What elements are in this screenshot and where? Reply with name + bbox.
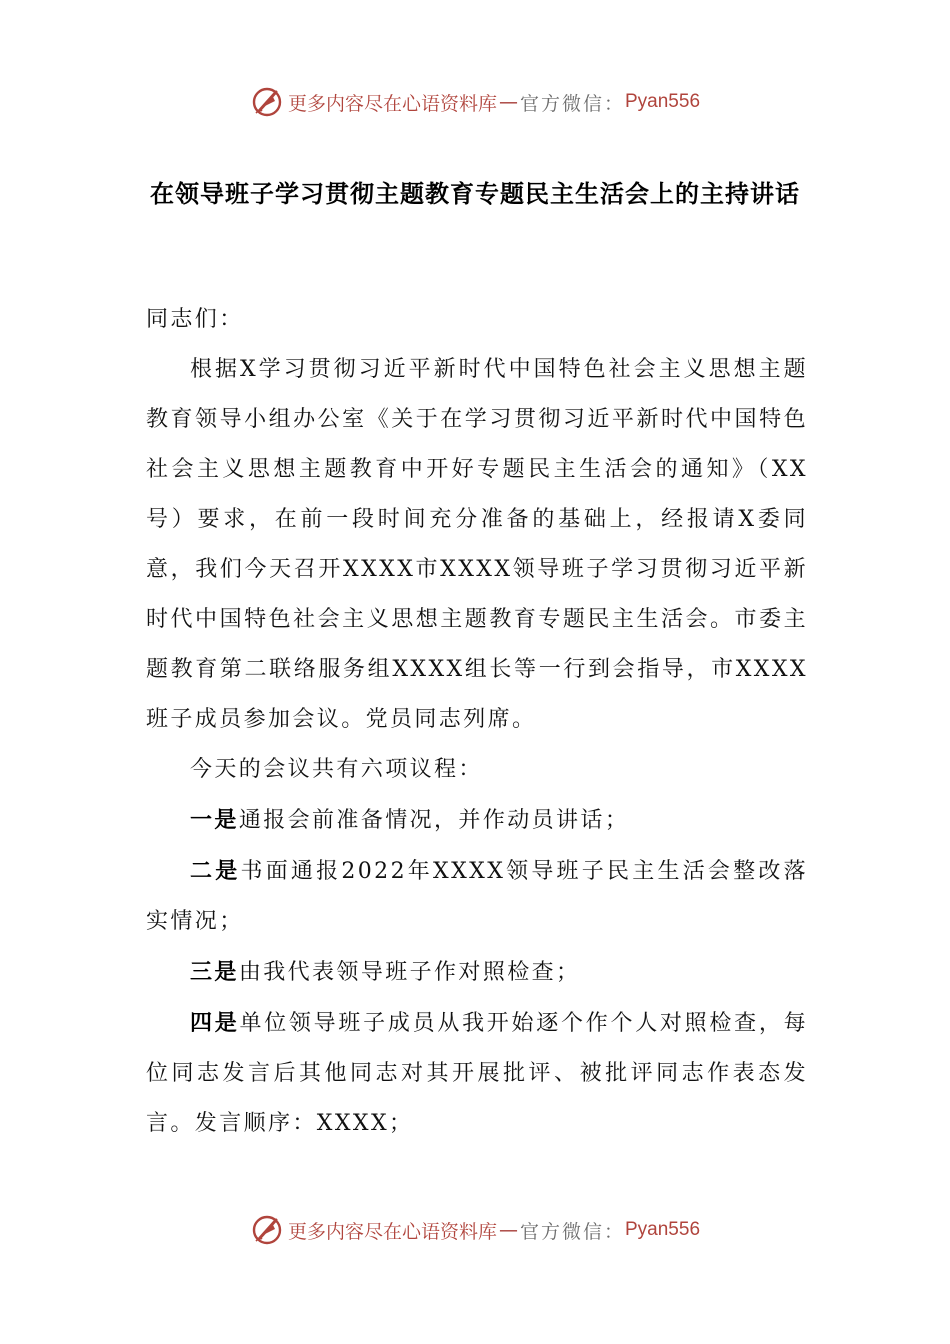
agenda-item-text: 书面通报2022年XXXX领导班子民主生活会整改落实情况； [146,859,808,934]
agenda-item-lead: 一是 [190,807,239,833]
agenda-item-lead: 二是 [190,858,241,884]
greeting: 同志们： [146,307,244,332]
quill-logo-icon [250,1213,284,1247]
watermark-dash: — [498,1219,518,1241]
agenda-item-text: 由我代表领导班子作对照检查； [238,960,581,985]
agenda-item [146,947,808,998]
agenda-item-text: 单位领导班子成员从我开始逐个作个人对照检查，每位同志发言后其他同志对其开展批评、被批评同志作表态发言。发言顺序：XXXX； [146,1011,808,1136]
watermark-brand: 更多内容尽在心语资料库 [287,92,497,115]
watermark-brand: 更多内容尽在心语资料库 [287,1220,497,1243]
watermark-wechat-id: Pyan556 [625,1219,701,1240]
paragraph: 今天的会议共有六项议程： [190,757,483,782]
watermark-banner-bottom [0,1210,950,1250]
agenda-item-text: 通报会前准备情况，并作动员讲话； [238,808,630,833]
watermark-wechat-id: Pyan556 [625,91,701,112]
agenda-item-lead: 四是 [190,1010,240,1036]
agenda-item-lead: 三是 [190,959,239,985]
watermark-wechat-label: 官方微信： [519,1220,625,1243]
document-title: 在领导班子学习贯彻主题教育专题民主生活会上的主持讲话 [150,179,800,208]
agenda-item [146,846,808,947]
watermark-wechat-label: 官方微信： [519,92,625,115]
agenda-item [146,998,808,1149]
agenda-item [146,795,808,846]
document-body [146,295,808,1149]
paragraph: 根据X学习贯彻习近平新时代中国特色社会主义思想主题教育领导小组办公室《关于在学习贯彻习近平新时代中国特色社会主义思想主题教育中开好专题民主生活会的通知》（XX号）要求，在前一段时间充分准备的基础上，经报请X委同意，我们今天召开XXXX市XXXX领导班子学习贯彻习近平新时代中国特色社会主义思想主题教育专题民主生活会。市委主题教育第二联络服务组XXXX组长等一行到会指导，市XXXX班子成员参加会议。党员同志列席。 [146,357,808,732]
watermark-banner-top [0,82,950,122]
watermark-dash: — [498,91,518,113]
quill-logo-icon [250,85,284,119]
